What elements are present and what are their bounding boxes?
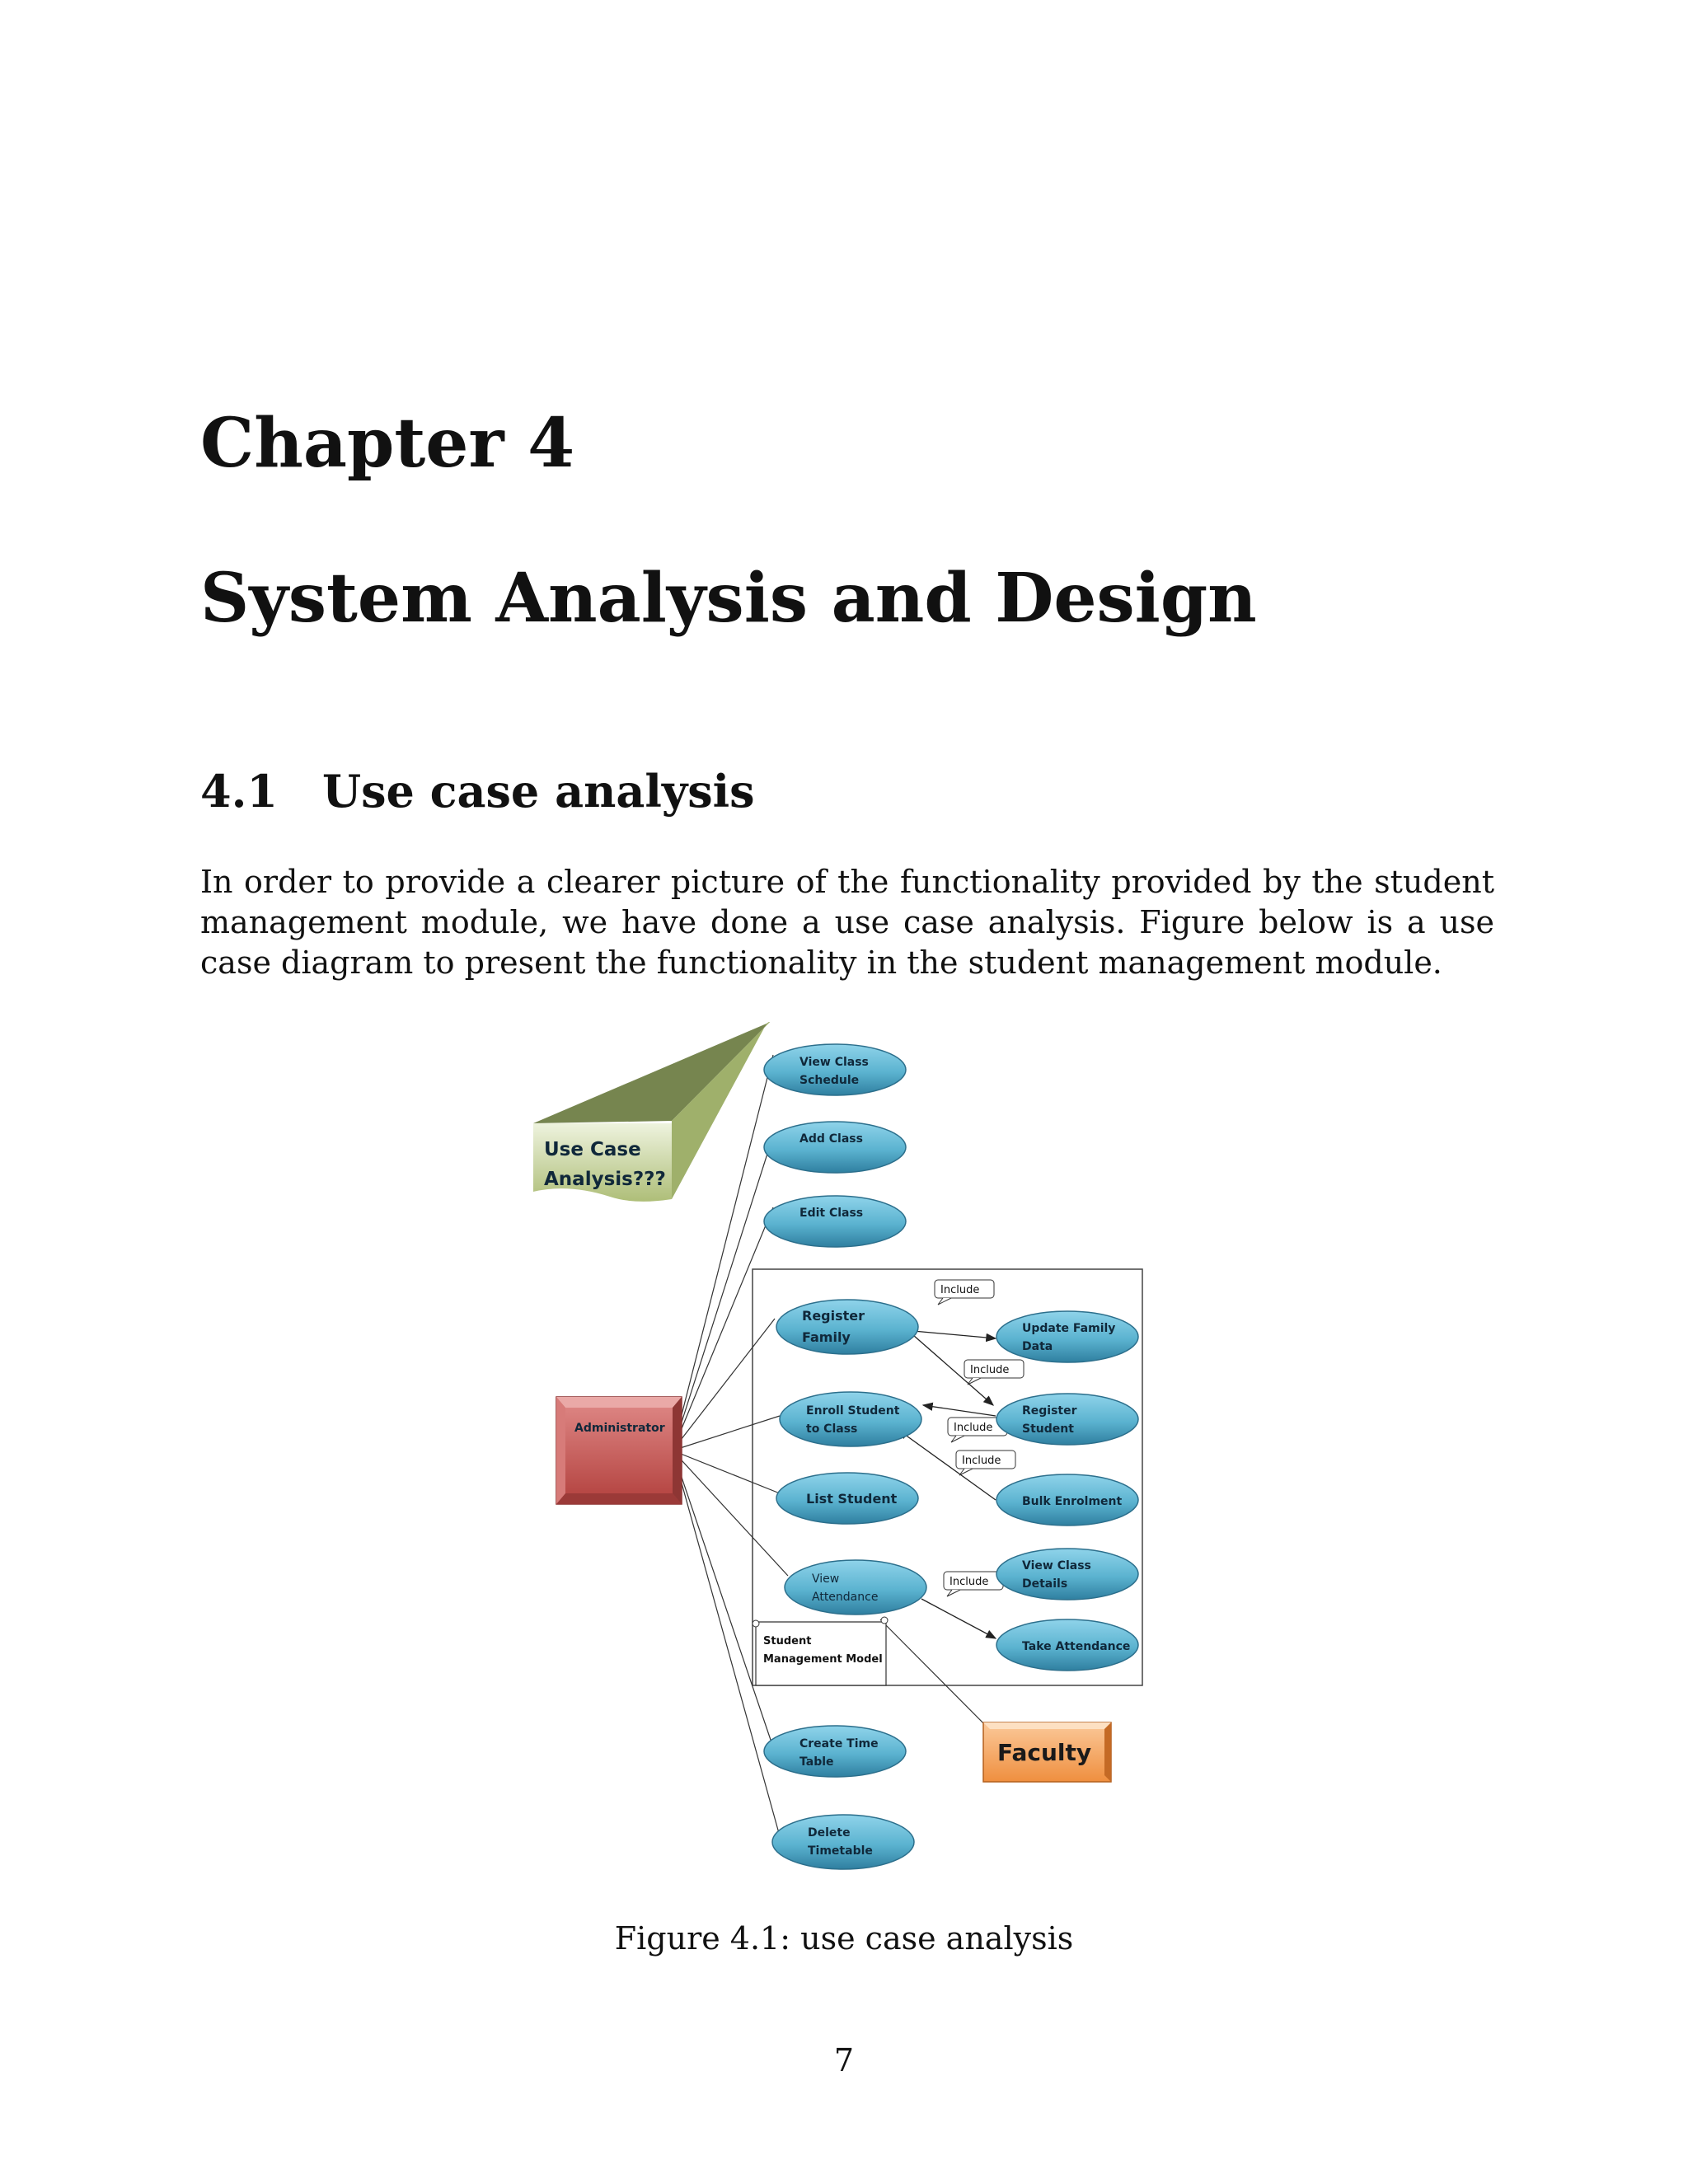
usecase-add-class	[764, 1122, 906, 1173]
section-number: 4.1	[200, 765, 278, 818]
usecase-view-attendance	[785, 1560, 926, 1615]
include-label-4	[956, 1451, 1015, 1475]
svg-text:Attendance: Attendance	[812, 1591, 879, 1604]
svg-text:Add Class: Add Class	[799, 1132, 863, 1146]
svg-text:Register: Register	[802, 1308, 865, 1324]
svg-text:View: View	[812, 1572, 840, 1586]
svg-text:Enroll Student: Enroll Student	[806, 1404, 900, 1418]
svg-text:Table: Table	[799, 1755, 834, 1769]
chapter-label: Chapter 4	[200, 404, 575, 483]
usecase-list-student	[776, 1473, 918, 1524]
use-case-diagram	[511, 1022, 1170, 1879]
svg-text:Details: Details	[1022, 1577, 1068, 1591]
callout-line-1: Use Case	[544, 1139, 641, 1160]
student-management-model-note	[753, 1617, 888, 1685]
svg-text:Edit Class: Edit Class	[799, 1207, 864, 1220]
svg-text:to Class: to Class	[806, 1422, 858, 1436]
usecase-delete-timetable	[772, 1815, 914, 1869]
svg-text:Include: Include	[962, 1455, 1001, 1467]
section-heading	[200, 765, 755, 818]
administrator-associations	[673, 1055, 788, 1842]
chapter-title: System Analysis and Design	[200, 559, 1257, 638]
include-label-1	[935, 1280, 994, 1305]
svg-text:View Class: View Class	[799, 1056, 869, 1069]
include-label-2	[964, 1360, 1024, 1385]
svg-text:Data: Data	[1022, 1340, 1053, 1353]
svg-text:Include: Include	[954, 1422, 993, 1434]
svg-text:Faculty: Faculty	[997, 1739, 1092, 1766]
svg-text:Include: Include	[950, 1576, 989, 1588]
svg-text:Take Attendance: Take Attendance	[1022, 1640, 1131, 1653]
callout-line-2: Analysis???	[544, 1169, 666, 1190]
page-number: 7	[833, 2042, 855, 2079]
section-title: Use case analysis	[322, 765, 755, 818]
svg-text:Include: Include	[940, 1284, 980, 1296]
usecase-update-family-data	[996, 1311, 1138, 1362]
usecase-bulk-enrolment	[996, 1474, 1138, 1526]
svg-text:Timetable: Timetable	[808, 1844, 873, 1858]
usecase-edit-class	[764, 1196, 906, 1247]
svg-text:Student: Student	[763, 1635, 812, 1647]
svg-text:Register: Register	[1022, 1404, 1077, 1418]
include-label-5	[944, 1572, 1003, 1596]
svg-text:Create Time: Create Time	[799, 1737, 879, 1750]
svg-text:Schedule: Schedule	[799, 1074, 860, 1087]
usecase-register-family	[776, 1300, 918, 1354]
svg-text:Student: Student	[1022, 1422, 1074, 1436]
svg-text:Administrator: Administrator	[574, 1422, 665, 1435]
use-case-figure	[511, 1022, 1170, 1879]
svg-text:View Class: View Class	[1022, 1559, 1091, 1572]
usecase-view-class-details	[996, 1549, 1138, 1600]
svg-text:Management Model: Management Model	[763, 1653, 883, 1666]
svg-text:Family: Family	[802, 1329, 851, 1345]
actor-faculty	[983, 1722, 1111, 1782]
usecase-take-attendance	[996, 1619, 1138, 1671]
usecase-enroll-student	[780, 1392, 921, 1446]
svg-text:Bulk Enrolment: Bulk Enrolment	[1022, 1495, 1123, 1508]
svg-text:Delete: Delete	[808, 1826, 851, 1840]
figure-caption: Figure 4.1: use case analysis	[614, 1920, 1074, 1957]
svg-text:List Student: List Student	[806, 1491, 898, 1507]
actor-administrator	[556, 1397, 682, 1504]
body-paragraph: In order to provide a clearer picture of the functionality provided by the student management module, we have done a use case analysis. Figure below is a use case diagram to present the functionality in the student management module.	[200, 864, 1494, 981]
svg-text:Update Family: Update Family	[1022, 1322, 1116, 1335]
svg-text:Include: Include	[970, 1364, 1010, 1376]
usecase-view-class-schedule	[764, 1044, 906, 1095]
usecase-register-student	[996, 1394, 1138, 1445]
usecase-create-time-table	[764, 1726, 906, 1777]
